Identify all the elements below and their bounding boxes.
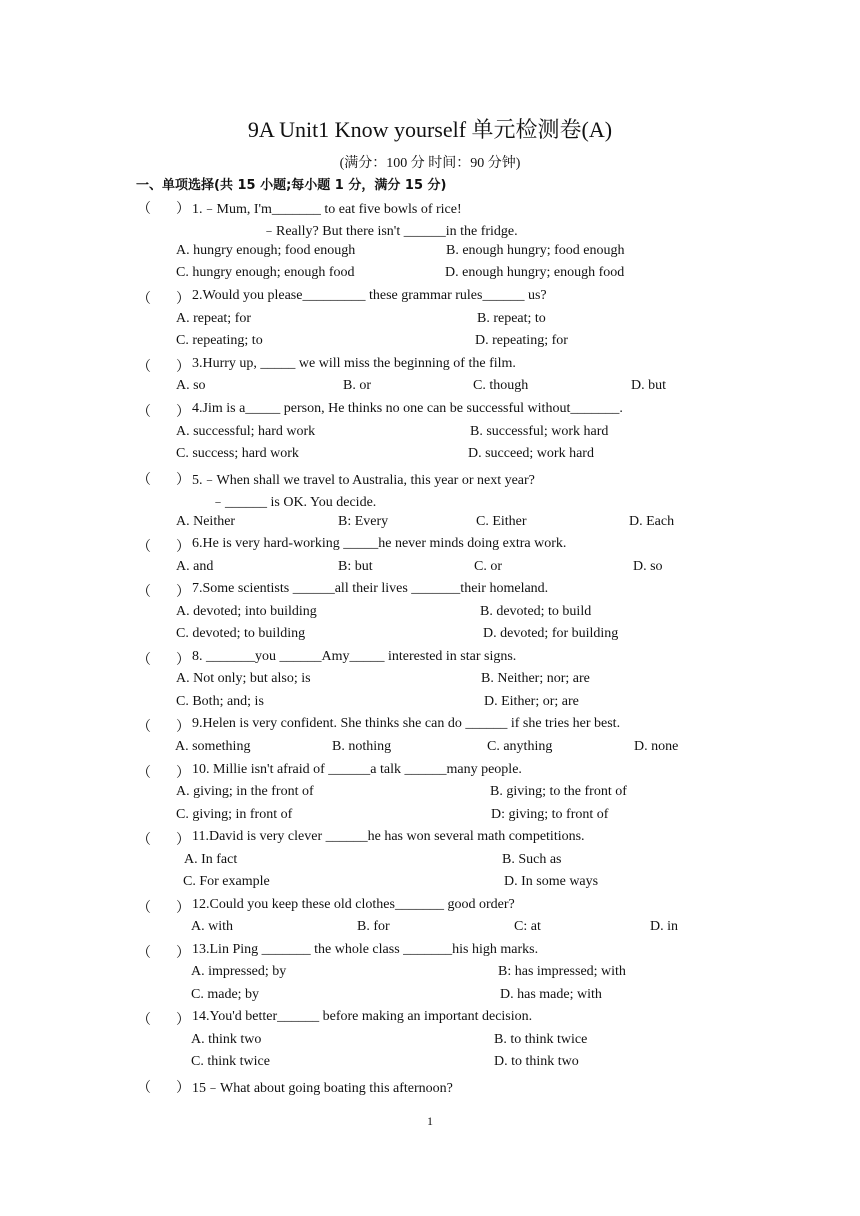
option-a: A. think two bbox=[191, 1032, 262, 1047]
option-d: D. devoted; for building bbox=[483, 626, 619, 641]
option-c: C. Either bbox=[476, 514, 527, 529]
option-b: B. Neither; nor; are bbox=[481, 671, 590, 686]
option-d: D. in bbox=[650, 919, 678, 934]
option-d: D. Either; or; are bbox=[484, 694, 579, 709]
option-c: C: at bbox=[514, 919, 541, 934]
option-d: D. so bbox=[633, 559, 663, 574]
option-c: C. anything bbox=[487, 739, 553, 754]
option-c: C. success; hard work bbox=[176, 446, 299, 461]
answer-blank-open: （ bbox=[137, 766, 151, 781]
question-stem: 8. _______you ______Amy_____ interested in star signs. bbox=[192, 649, 517, 664]
option-a: A. with bbox=[191, 919, 233, 934]
answer-blank-open: （ bbox=[137, 360, 151, 375]
option-b: B. giving; to the front of bbox=[490, 784, 627, 799]
answer-blank-close: ） bbox=[176, 585, 190, 600]
option-a: A. impressed; by bbox=[191, 964, 287, 979]
answer-blank-open: （ bbox=[137, 585, 151, 600]
answer-blank-open: （ bbox=[137, 292, 151, 307]
answer-blank-open: （ bbox=[137, 473, 151, 488]
question-stem: 1.﹣Mum, I'm_______ to eat five bowls of rice! bbox=[192, 202, 462, 217]
option-a: A. so bbox=[176, 378, 206, 393]
option-c: C. hungry enough; enough food bbox=[176, 265, 355, 280]
section-heading: 一、单项选择(共 15 小题;每小题 1 分，满分 15 分) bbox=[136, 178, 447, 193]
option-b: B: but bbox=[338, 559, 373, 574]
question-stem: 14.You'd better______ before making an important decision. bbox=[192, 1009, 533, 1024]
page-title: 9A Unit1 Know yourself 单元检测卷(A) bbox=[247, 117, 613, 142]
option-a: A. Not only; but also; is bbox=[176, 671, 311, 686]
option-a: A. something bbox=[175, 739, 251, 754]
option-b: B: has impressed; with bbox=[498, 964, 626, 979]
answer-blank-open: （ bbox=[137, 833, 151, 848]
page-number: 1 bbox=[427, 1114, 433, 1128]
option-b: B. successful; work hard bbox=[470, 424, 609, 439]
option-d: D. none bbox=[634, 739, 679, 754]
option-b: B. nothing bbox=[332, 739, 392, 754]
question-stem: 15﹣What about going boating this afternoon? bbox=[192, 1081, 453, 1096]
question-stem: 6.He is very hard-working _____he never minds doing extra work. bbox=[192, 536, 567, 551]
option-d: D. to think two bbox=[494, 1054, 579, 1069]
answer-blank-close: ） bbox=[176, 202, 190, 217]
option-c: C. or bbox=[474, 559, 502, 574]
option-b: B. to think twice bbox=[494, 1032, 588, 1047]
option-b: B. or bbox=[343, 378, 371, 393]
answer-blank-open: （ bbox=[137, 202, 151, 217]
option-c: C. For example bbox=[183, 874, 270, 889]
answer-blank-close: ） bbox=[176, 1013, 190, 1028]
option-a: A. giving; in the front of bbox=[176, 784, 314, 799]
option-b: B: Every bbox=[338, 514, 389, 529]
answer-blank-close: ） bbox=[176, 946, 190, 961]
question-stem: 13.Lin Ping _______ the whole class _______his high marks. bbox=[192, 942, 539, 957]
answer-blank-open: （ bbox=[137, 1013, 151, 1028]
question-stem: 10. Millie isn't afraid of ______a talk ______many people. bbox=[192, 762, 522, 777]
option-d: D. has made; with bbox=[500, 987, 602, 1002]
option-a: A. devoted; into building bbox=[176, 604, 317, 619]
option-d: D: giving; to front of bbox=[491, 807, 609, 822]
option-a: A. In fact bbox=[184, 852, 238, 867]
answer-blank-close: ） bbox=[176, 653, 190, 668]
question-stem: 9.Helen is very confident. She thinks she can do ______ if she tries her best. bbox=[192, 716, 621, 731]
option-c: C. devoted; to building bbox=[176, 626, 306, 641]
option-c: C. made; by bbox=[191, 987, 260, 1002]
question-stem-line2: ﹣______ is OK. You decide. bbox=[211, 495, 377, 510]
answer-blank-close: ） bbox=[176, 833, 190, 848]
page-subtitle: (满分：100 分 时间：90 分钟) bbox=[339, 156, 521, 171]
option-c: C. giving; in front of bbox=[176, 807, 293, 822]
option-c: C. think twice bbox=[191, 1054, 270, 1069]
option-b: B. repeat; to bbox=[477, 311, 546, 326]
option-b: B. enough hungry; food enough bbox=[446, 243, 625, 258]
option-a: A. Neither bbox=[176, 514, 236, 529]
answer-blank-open: （ bbox=[137, 405, 151, 420]
option-c: C. Both; and; is bbox=[176, 694, 264, 709]
question-stem: 3.Hurry up, _____ we will miss the beginning of the film. bbox=[192, 356, 516, 371]
answer-blank-close: ） bbox=[176, 360, 190, 375]
option-d: D. Each bbox=[629, 514, 675, 529]
answer-blank-close: ） bbox=[176, 720, 190, 735]
question-stem: 12.Could you keep these old clothes_______ good order? bbox=[192, 897, 515, 912]
question-stem-line2: ﹣Really? But there isn't ______in the fridge. bbox=[262, 224, 518, 239]
option-d: D. In some ways bbox=[504, 874, 599, 889]
option-a: A. successful; hard work bbox=[176, 424, 316, 439]
answer-blank-close: ） bbox=[176, 292, 190, 307]
option-b: B. for bbox=[357, 919, 390, 934]
option-b: B. Such as bbox=[502, 852, 562, 867]
question-stem: 4.Jim is a_____ person, He thinks no one can be successful without_______. bbox=[192, 401, 623, 416]
answer-blank-close: ） bbox=[176, 766, 190, 781]
option-d: D. but bbox=[631, 378, 666, 393]
answer-blank-open: （ bbox=[137, 720, 151, 735]
answer-blank-open: （ bbox=[137, 540, 151, 555]
answer-blank-open: （ bbox=[137, 1081, 151, 1096]
option-b: B. devoted; to build bbox=[480, 604, 592, 619]
question-stem: 2.Would you please_________ these grammar rules______ us? bbox=[192, 288, 547, 303]
option-c: C. though bbox=[473, 378, 529, 393]
answer-blank-close: ） bbox=[176, 901, 190, 916]
answer-blank-close: ） bbox=[176, 405, 190, 420]
question-stem: 7.Some scientists ______all their lives _______their homeland. bbox=[192, 581, 549, 596]
option-a: A. and bbox=[176, 559, 214, 574]
option-d: D. enough hungry; enough food bbox=[445, 265, 625, 280]
option-d: D. repeating; for bbox=[475, 333, 568, 348]
answer-blank-open: （ bbox=[137, 946, 151, 961]
answer-blank-close: ） bbox=[176, 473, 190, 488]
answer-blank-close: ） bbox=[176, 1081, 190, 1096]
answer-blank-open: （ bbox=[137, 653, 151, 668]
question-stem: 11.David is very clever ______he has won several math competitions. bbox=[192, 829, 585, 844]
answer-blank-close: ） bbox=[176, 540, 190, 555]
option-a: A. repeat; for bbox=[176, 311, 252, 326]
option-a: A. hungry enough; food enough bbox=[176, 243, 356, 258]
question-stem: 5.﹣When shall we travel to Australia, this year or next year? bbox=[192, 473, 535, 488]
option-c: C. repeating; to bbox=[176, 333, 263, 348]
answer-blank-open: （ bbox=[137, 901, 151, 916]
option-d: D. succeed; work hard bbox=[468, 446, 594, 461]
